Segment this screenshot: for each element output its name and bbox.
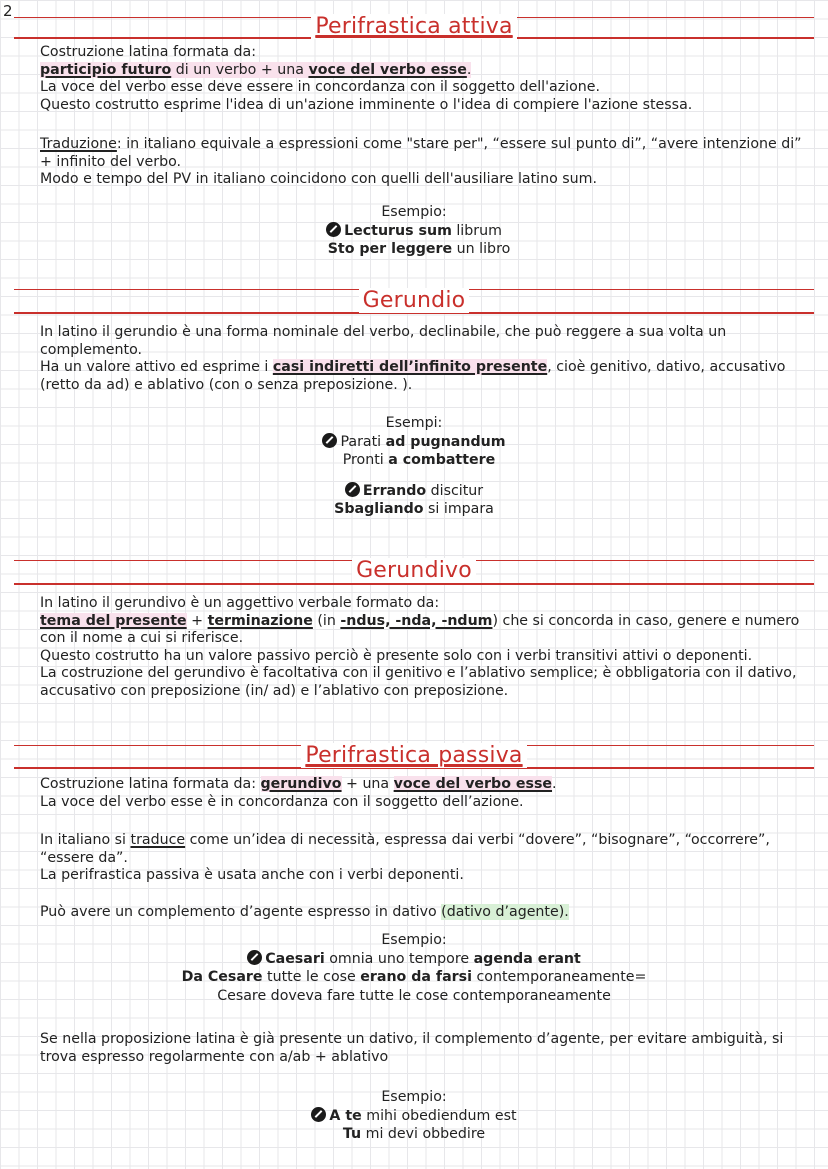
perifrastica-attiva-definition: Costruzione latina formata da: participio futuro di un verbo + una voce del verbo esse. La voce del verbo esse deve essere in concordanza con il soggetto dell'azione. Questo costrutto esprime l'idea di un'azione imminente o l'idea di compiere l'azione stessa.	[40, 44, 693, 113]
section-rule	[14, 583, 814, 585]
pencil-circle-icon	[247, 950, 262, 965]
perifrastica-passiva-definition: Costruzione latina formata da: gerundivo + una voce del verbo esse. La voce del verbo esse è in concordanza con il soggetto dell’azione.	[40, 776, 557, 810]
section-title-perifrastica-attiva: Perifrastica attiva	[0, 15, 828, 39]
gerundio-examples: Esempi: Parati ad pugnandum Pronti a combattere Errando discitur Sbagliando si impara	[0, 414, 828, 519]
pencil-circle-icon	[326, 222, 341, 237]
pencil-circle-icon	[322, 433, 337, 448]
perifrastica-attiva-example: Esempio: Lecturus sum librum Sto per leggere un libro	[327, 204, 511, 257]
gerundio-definition: In latino il gerundio è una forma nominale del verbo, declinabile, che può reggere a sua volta un complemento. Ha un valore attivo ed esprime i casi indiretti dell’infinito presente, cioè genitivo, dativo, accusativo (retto da ad) e ablativo (con o senza preposizione. ).	[40, 324, 786, 393]
pencil-circle-icon	[345, 482, 360, 497]
perifrastica-passiva-agent: Può avere un complemento d’agente espresso in dativo (dativo d’agente).	[40, 904, 569, 920]
pencil-circle-icon	[311, 1107, 326, 1122]
perifrastica-attiva-translation: Traduzione: in italiano equivale a espressioni come "stare per", “essere sul punto di”, “avere intenzione di” + infinito del verbo. Modo e tempo del PV in italiano coincidono con quelli dell'ausiliare latino sum.	[40, 136, 802, 187]
page-number: 2	[3, 2, 13, 20]
gerundivo-definition: In latino il gerundivo è un aggettivo verbale formato da: tema del presente + terminazione (in -ndus, -nda, -ndum) che si concorda in caso, genere e numero con il nome a cui si riferisce. Questo costrutto ha un valore passivo perciò è presente solo con i verbi transitivi attivi o deponenti. La costruzione del gerundivo è facoltativa con il genitivo e l’ablativo semplice; è obbligatoria con il dativo, accusativo con preposizione (in/ ad) e l’ablativo con preposizione.	[40, 595, 800, 699]
perifrastica-passiva-example-1: Esempio: Caesari omnia uno tempore agenda erant Da Cesare tutte le cose erano da farsi contemporaneamente= Cesare doveva fare tutte le cose contemporaneamente	[181, 932, 647, 1004]
section-title-gerundio: Gerundio	[0, 289, 828, 313]
section-title-perifrastica-passiva: Perifrastica passiva	[0, 744, 828, 768]
perifrastica-passiva-ambiguity: Se nella proposizione latina è già presente un dativo, il complemento d’agente, per evitare ambiguità, si trova espresso regolarmente con a/ab + ablativo	[40, 1031, 784, 1065]
perifrastica-passiva-translation: In italiano si traduce come un’idea di necessità, espressa dai verbi “dovere”, “bisognare”, “occorrere”, “essere da”. La perifrastica passiva è usata anche con i verbi deponenti.	[40, 832, 770, 883]
section-title-gerundivo: Gerundivo	[0, 559, 828, 583]
perifrastica-passiva-example-2: Esempio: A te mihi obediendum est Tu mi devi obbedire	[0, 1088, 828, 1144]
